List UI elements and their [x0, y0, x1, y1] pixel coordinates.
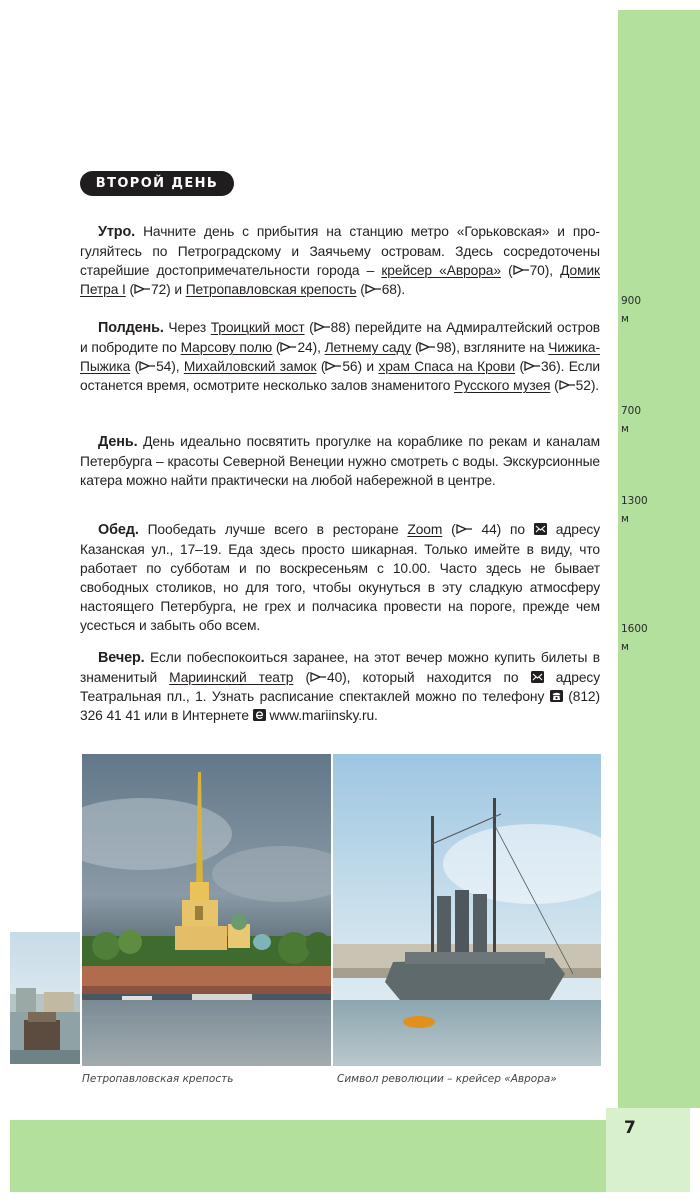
text: ( [356, 282, 365, 297]
text: ( [125, 282, 134, 297]
lead-morning: Утро. [98, 224, 136, 240]
text: ( [500, 263, 513, 278]
elevation-unit: м [621, 641, 629, 653]
text: День идеально посвятить прогулке на кораблике по рекам и каналам Петербурга – красоты Северной Венеции нужно смотреть с воды. Экскурсионные катера можно найти практически на любой набережной в центре. [80, 434, 600, 488]
text: ), [544, 263, 561, 278]
text: ) перейдите на Адмиралтейский остров и побродите по [80, 320, 600, 355]
text: адресу Казанская ул., 17–19. Еда здесь просто шикарная. Только имейте в виду, что работает по субботам и по воскресеньям с 10.00. Часто здесь не бывает свободных столиков, но для того, чтобы окунуться в эту сладкую атмосферу настоящего Петербурга, не грех и полчасика провести на пороге, прежде чем усесться и забыть обо всем. [80, 522, 600, 633]
elevation-value: 1600 [621, 623, 648, 635]
lead-noon: Полдень. [98, 320, 164, 336]
aurora-photo-drawing [333, 754, 601, 1066]
text: ) по [496, 522, 534, 537]
page-ref: 36 [540, 359, 557, 374]
elevation-label [621, 292, 641, 328]
text: ). [590, 378, 600, 393]
link-mars-field[interactable]: Марсову полю [180, 340, 273, 355]
text: ( [316, 359, 326, 374]
ref-arrow-icon [314, 322, 331, 332]
elevation-label [621, 402, 641, 438]
ref-arrow-icon [325, 361, 342, 371]
text: ( [130, 359, 140, 374]
photo-peter-paul-fortress [82, 754, 331, 1066]
elevation-unit: м [621, 513, 629, 525]
page-ref: 44 [472, 522, 497, 537]
text: ), взгляните на [451, 340, 549, 355]
link-savior-on-blood[interactable]: храм Спаса на Крови [378, 359, 516, 374]
page-ref: 72 [151, 282, 167, 297]
text: (812) 326 41 41 или в Интернете [80, 689, 600, 723]
text: Начните день с прибытия на станцию метро «Горьковская» и прогуляйтесь по Петроградскому и Заячьему островам. Здесь сосредоточены старейшие достопримечательности города – [80, 224, 600, 278]
lead-lunch: Обед. [98, 522, 139, 538]
text: ( [293, 670, 310, 685]
caption-right: Символ революции – крейсер «Аврора» [337, 1073, 557, 1085]
ref-arrow-icon [559, 380, 576, 390]
text: ( [515, 359, 524, 374]
page-ref: 98 [436, 340, 452, 355]
link-zoom-restaurant[interactable]: Zoom [407, 522, 443, 537]
text: Через [163, 320, 211, 335]
text: ( [550, 378, 559, 393]
page-ref: 68 [381, 282, 397, 297]
lead-evening: Вечер. [98, 650, 145, 666]
ref-arrow-icon [310, 672, 327, 682]
text: ), [312, 340, 325, 355]
page-ref: 56 [342, 359, 358, 374]
link-aurora[interactable]: крейсер «Аврора» [381, 263, 501, 278]
page-number-box [606, 1108, 690, 1192]
ref-arrow-icon [419, 342, 436, 352]
text: ). Если останется время, осмотрите несколько залов знаменитого [80, 359, 601, 393]
text: ( [442, 522, 456, 537]
link-russian-museum[interactable]: Русского музея [454, 378, 551, 393]
elevation-value: 900 [621, 295, 642, 307]
page-ref: 52 [575, 378, 591, 393]
web-icon [253, 709, 266, 721]
link-peter-house[interactable]: Домик Петра I [80, 263, 600, 297]
text: ) и [166, 282, 186, 297]
ref-arrow-icon [134, 284, 151, 294]
text: ), который находится по [342, 670, 531, 685]
link-mariinsky-theatre[interactable]: Мариинский театр [169, 670, 294, 685]
text: ). [396, 282, 406, 297]
link-mikhailovsky-castle[interactable]: Михайловский замок [183, 359, 317, 374]
page-ref: 54 [156, 359, 172, 374]
text: Если побеспокоиться заранее, на этот вечер можно купить билеты в знаменитый [80, 650, 600, 685]
link-trinity-bridge[interactable]: Троицкий мост [210, 320, 305, 335]
page-number: 7 [624, 1118, 636, 1138]
photo-aurora-cruiser [333, 754, 601, 1066]
link-peter-paul-fortress[interactable]: Петропавловская крепость [185, 282, 357, 297]
ref-arrow-icon [365, 284, 382, 294]
ref-arrow-icon [513, 265, 530, 275]
elevation-label [621, 492, 648, 528]
link-summer-garden[interactable]: Летнему саду [324, 340, 412, 355]
side-photo-embankment [10, 932, 80, 1064]
paragraph-lunch [80, 520, 600, 635]
paragraph-day [80, 432, 600, 490]
elevation-unit: м [621, 423, 629, 435]
elevation-value: 700 [621, 405, 642, 417]
page-ref: 24 [297, 340, 313, 355]
text: www.mariinsky.ru. [265, 708, 378, 723]
lead-day: День. [98, 434, 138, 450]
section-title: ВТОРОЙ ДЕНЬ [95, 176, 219, 191]
section-title-badge [80, 171, 234, 196]
text: ), [171, 359, 184, 374]
elevation-value: 1300 [621, 495, 648, 507]
side-accent-strip [618, 10, 700, 1108]
ref-arrow-icon [139, 361, 156, 371]
text: адресу Театральная пл., 1. Узнать расписание спектаклей можно по телефону [80, 670, 600, 704]
caption-left: Петропавловская крепость [82, 1073, 234, 1085]
page-ref: 40 [327, 670, 343, 685]
link-chizhik-pyzhik[interactable]: Чижика-Пыжика [80, 340, 600, 374]
envelope-icon [534, 523, 547, 535]
text: ( [304, 320, 314, 335]
page-ref: 70 [529, 263, 545, 278]
ref-arrow-icon [280, 342, 297, 352]
elevation-unit: м [621, 313, 629, 325]
ref-arrow-icon [524, 361, 541, 371]
fortress-photo-drawing [82, 754, 331, 1066]
text: ( [272, 340, 281, 355]
text: ( [411, 340, 420, 355]
text: Пообедать лучше всего в ресторане [138, 522, 408, 537]
text: ) и [357, 359, 379, 374]
elevation-label [621, 620, 648, 656]
bottom-accent-band [10, 1120, 606, 1192]
ref-arrow-icon [456, 524, 473, 534]
envelope-icon [531, 671, 544, 683]
embankment-photo-drawing [10, 932, 80, 1064]
paragraph-evening [80, 648, 600, 725]
page-ref: 88 [330, 320, 346, 335]
paragraph-morning [80, 222, 600, 299]
phone-icon [550, 690, 563, 702]
paragraph-noon [80, 318, 600, 395]
